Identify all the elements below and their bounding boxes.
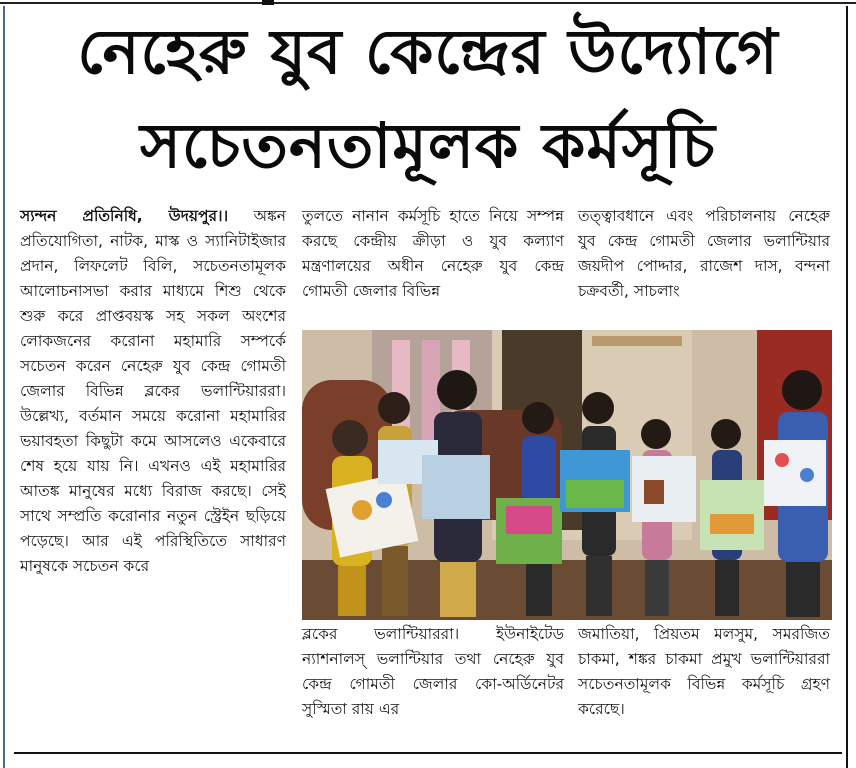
article-column-3-top-text: তত্ত্বাবধানে এবং পরিচালনায় নেহেরু যুব কেন্দ্র গোমতী জেলার ভলান্টিয়ার জয়দীপ পোদ্দার, রাজেশ দাস, বন্দনা চক্রবর্তী, সাচলাং [578, 207, 830, 300]
photo-drawing-8 [764, 440, 826, 506]
article-column-2-top-text: তুলতে নানান কর্মসূচি হাতে নিয়ে সম্পন্ন করছে কেন্দ্রীয় ক্রীড়া ও যুব কল্যাণ মন্ত্রণালয়ের অধীন নেহেরু যুব কেন্দ্র গোমতী জেলার বিভিন্ন [302, 207, 564, 300]
article-column-2-bottom-text: ব্লকের ভলান্টিয়াররা। ইউনাইটেড ন্যাশনালস্ ভলান্টিয়ার তথা নেহেরু যুব কেন্দ্র গোমতী জেলার কো-অর্ডিনেটর সুস্মিতা রায় এর [302, 625, 564, 718]
right-column-rule [846, 6, 848, 768]
photo-floor [302, 560, 832, 620]
photo-drawing-7 [700, 480, 764, 550]
top-rule [0, 2, 856, 4]
headline-line-2: সচেতনতামূলক কর্মসূচি [140, 109, 716, 182]
article-column-3-bottom-text: জমাতিয়া, প্রিয়তম মলসুম, সমরজিত চাকমা, শঙ্কর চাকমা প্রমুখ ভলান্টিয়াররা সচেতনতামূলক বিভিন্ন কর্মসূচি গ্রহণ করেছে। [578, 625, 830, 718]
headline-line-1: নেহেরু যুব কেন্দ্রের উদ্যোগে [77, 15, 779, 88]
photo-drawing-6 [632, 456, 696, 522]
article-dateline: স্যন্দন প্রতিনিধি, উদয়পুর।। [20, 207, 229, 225]
photo-drawing-5 [560, 450, 630, 512]
article-column-1 [20, 204, 286, 744]
article-column-2-bottom [302, 622, 564, 747]
article-photo [302, 330, 832, 620]
photo-drawing-3 [422, 455, 490, 519]
left-column-rule [3, 6, 5, 768]
bottom-rule [14, 752, 842, 754]
article-column-3-bottom [578, 622, 830, 747]
article-column-2-top [302, 204, 564, 329]
photo-drawing-4 [496, 498, 562, 564]
article-column-3-top [578, 204, 830, 329]
top-tick-mark [262, 0, 274, 5]
article-column-1-text: অঙ্কন প্রতিযোগিতা, নাটক, মাস্ক ও স্যানিটাইজার প্রদান, লিফলেট বিলি, সচেতনতামূলক আলোচনাসভা করার মাধ্যমে শিশু থেকে শুরু করে প্রাপ্তবয়স্ক সহ সকল অংশের লোকজনের করোনা মহামারি সম্পর্কে সচেতন করেন নেহেরু যুব কেন্দ্র গোমতী জেলার বিভিন্ন ব্লকের ভলান্টিয়াররা। উল্লেখ্য, বর্তমান সময়ে করোনা মহামারির ভয়াবহতা কিছুটা কমে আসলেও একেবারে শেষ হয়ে যায় নি। এখনও এই মহামারির আতঙ্ক মানুষের মধ্যে বিরাজ করছে। সেই সাথে সম্প্রতি করোনার নতুন স্ট্রেইন ছড়িয়ে পড়েছে। আর এই পরিস্থিতিতে সাধারণ মানুষকে সচেতন করে [20, 207, 286, 575]
